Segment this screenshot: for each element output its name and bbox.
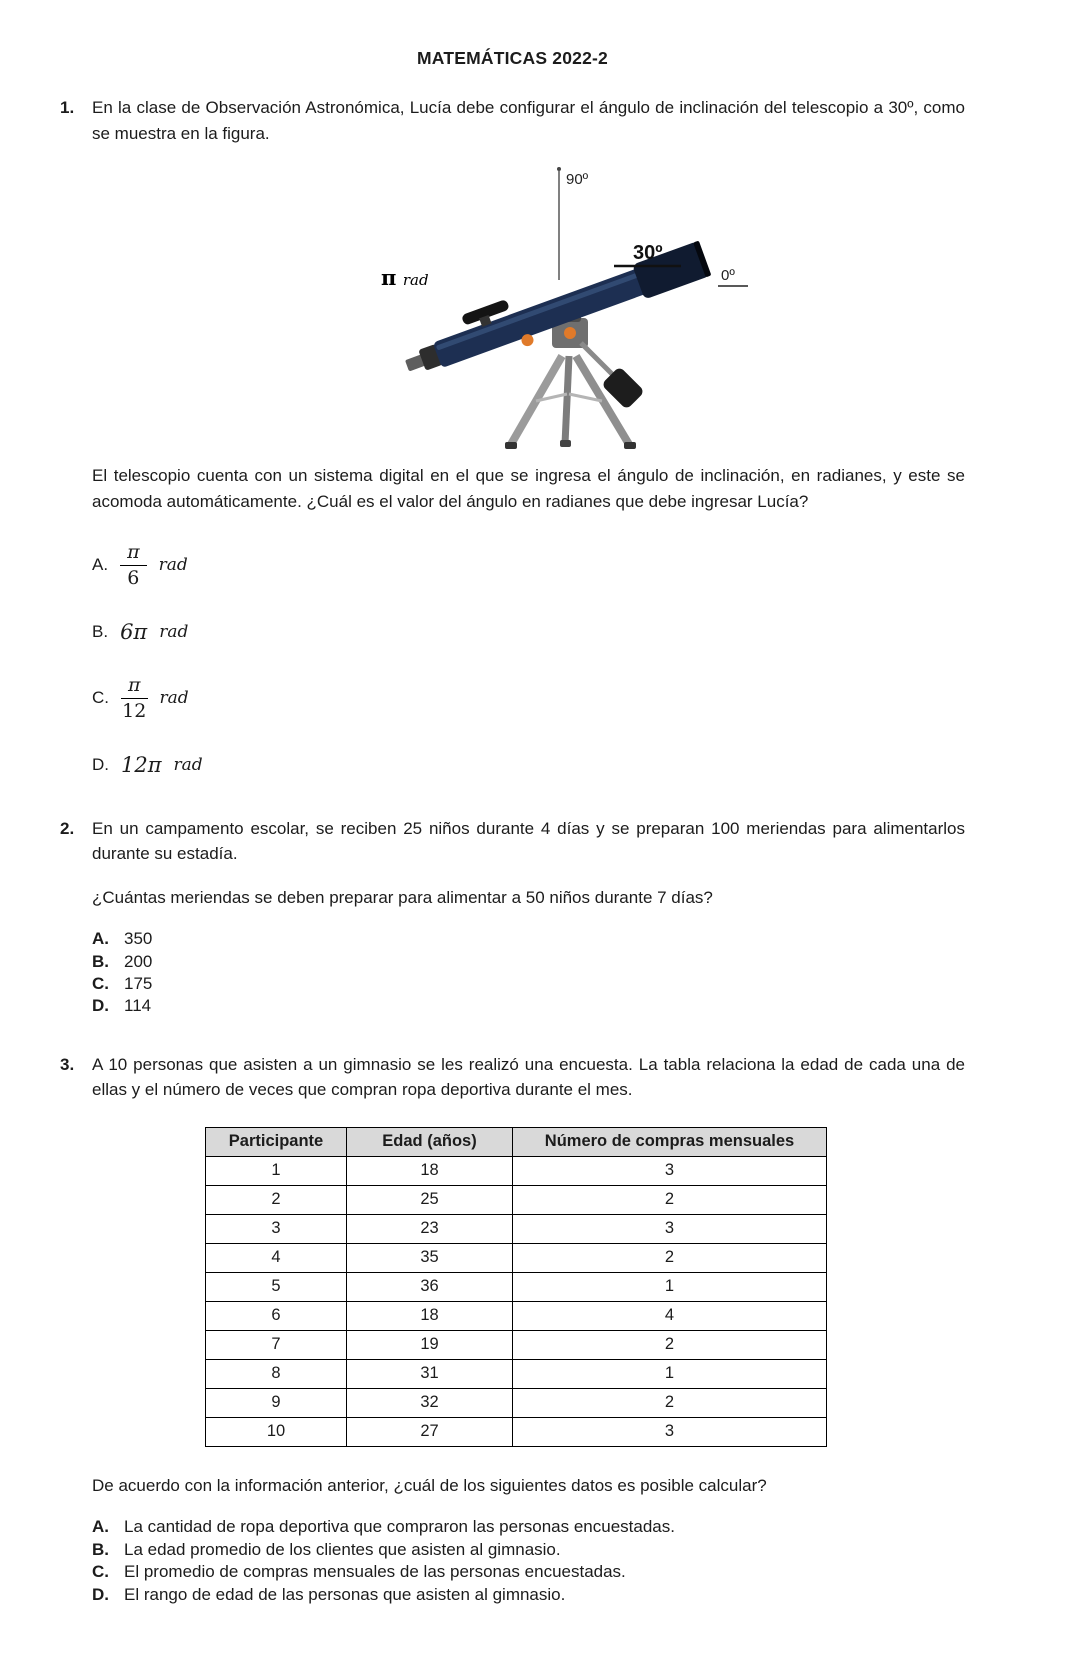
table-cell: 10	[206, 1417, 347, 1446]
question-3-number: 3.	[60, 1054, 75, 1074]
question-2-options	[92, 928, 965, 1018]
table-cell: 32	[347, 1388, 513, 1417]
question-2-number: 2.	[60, 818, 75, 838]
table-cell: 25	[347, 1185, 513, 1214]
table-cell: 2	[206, 1185, 347, 1214]
table-row	[206, 1185, 827, 1214]
option-c	[92, 1561, 965, 1583]
table-row	[206, 1330, 827, 1359]
option-text: El promedio de compras mensuales de las personas encuestadas.	[124, 1562, 626, 1582]
table-cell: 6	[206, 1301, 347, 1330]
option-a	[92, 928, 965, 950]
option-text: El rango de edad de las personas que asisten al gimnasio.	[124, 1584, 566, 1604]
option-text: La cantidad de ropa deportiva que compraron las personas encuestadas.	[124, 1517, 675, 1537]
table-cell: 8	[206, 1359, 347, 1388]
option-text: 350	[124, 929, 153, 949]
table-row	[206, 1388, 827, 1417]
table-row	[206, 1417, 827, 1446]
option-d	[92, 1584, 965, 1606]
table-row	[206, 1359, 827, 1388]
table-cell: 1	[513, 1359, 827, 1388]
table-cell: 5	[206, 1272, 347, 1301]
option-c	[92, 973, 965, 995]
table-cell: 2	[513, 1330, 827, 1359]
question-2-text: En un campamento escolar, se reciben 25 niños durante 4 días y se preparan 100 meriendas para alimentarlos durante su estadía.	[92, 818, 965, 864]
question-3-question: De acuerdo con la información anterior, ¿cuál de los siguientes datos es posible calcular?	[92, 1475, 767, 1495]
table-cell: 3	[513, 1156, 827, 1185]
question-1-text: En la clase de Observación Astronómica, Lucía debe configurar el ángulo de inclinación del telescopio a 30º, como se muestra en la figura.	[92, 98, 965, 143]
table-cell: 2	[513, 1388, 827, 1417]
option-letter: D.	[92, 996, 109, 1016]
table-row	[206, 1301, 827, 1330]
fraction-numerator: π	[120, 542, 147, 566]
option-d	[92, 748, 965, 782]
table-cell: 18	[347, 1301, 513, 1330]
table-cell: 4	[206, 1243, 347, 1272]
table-header-row	[206, 1127, 827, 1156]
question-1-options	[92, 542, 965, 782]
option-letter: A.	[92, 1517, 109, 1537]
question-3	[60, 1052, 965, 1606]
option-letter: D.	[92, 754, 109, 774]
option-letter: B.	[92, 1539, 109, 1559]
option-d	[92, 995, 965, 1017]
angle-0-reference	[718, 267, 748, 286]
option-letter: D.	[92, 1584, 109, 1604]
fraction-denominator: 12	[122, 699, 147, 722]
table-cell: 23	[347, 1214, 513, 1243]
telescope-illustration	[369, 158, 769, 453]
option-b	[92, 951, 965, 973]
option-unit: rad	[159, 688, 189, 709]
question-1-number: 1.	[60, 98, 75, 117]
pi-symbol: π	[380, 265, 396, 290]
telescope-figure	[92, 158, 965, 453]
table-cell: 31	[347, 1359, 513, 1388]
table-cell: 7	[206, 1330, 347, 1359]
fraction-denominator: 6	[127, 566, 140, 589]
table-row	[206, 1272, 827, 1301]
option-letter: C.	[92, 1562, 109, 1582]
table-cell: 18	[347, 1156, 513, 1185]
option-value: 12π	[121, 752, 162, 777]
option-unit: rad	[159, 621, 189, 642]
option-value: 6π	[120, 619, 148, 644]
angle-90-reference	[557, 167, 589, 280]
option-text: La edad promedio de los clientes que asisten al gimnasio.	[124, 1539, 561, 1559]
option-unit: rad	[158, 555, 188, 576]
option-letter: A.	[92, 929, 109, 949]
table-cell: 1	[513, 1272, 827, 1301]
label-30-degrees: 30º	[632, 242, 663, 264]
table-cell: 2	[513, 1243, 827, 1272]
table-cell: 4	[513, 1301, 827, 1330]
fraction	[120, 542, 147, 589]
option-a	[92, 542, 965, 589]
table-cell: 27	[347, 1417, 513, 1446]
table-cell: 3	[513, 1417, 827, 1446]
fraction-numerator: π	[121, 675, 148, 699]
question-1	[60, 95, 965, 782]
table-cell: 36	[347, 1272, 513, 1301]
label-90-degrees: 90º	[565, 171, 588, 188]
option-c	[92, 675, 965, 722]
question-1-text2: El telescopio cuenta con un sistema digital en el que se ingresa el ángulo de inclinación, en radianes, y este se acomoda automáticamente. ¿Cuál es el valor del ángulo en radianes que debe ingresar Lucía?	[92, 466, 965, 511]
table-row	[206, 1243, 827, 1272]
label-0-degrees: 0º	[720, 267, 735, 284]
page-title: MATEMÁTICAS 2022-2	[417, 48, 608, 68]
table-cell: 19	[347, 1330, 513, 1359]
question-3-options	[92, 1516, 965, 1606]
table-cell: 3	[206, 1214, 347, 1243]
table-cell: 9	[206, 1388, 347, 1417]
fraction	[121, 675, 148, 722]
table-cell: 2	[513, 1185, 827, 1214]
table-header: Número de compras mensuales	[513, 1127, 827, 1156]
option-unit: rad	[173, 754, 203, 775]
option-letter: C.	[92, 688, 109, 708]
label-pi-rad	[381, 265, 429, 290]
table-cell: 1	[206, 1156, 347, 1185]
table-header: Participante	[206, 1127, 347, 1156]
option-text: 175	[124, 973, 153, 993]
table-row	[206, 1156, 827, 1185]
survey-table	[205, 1127, 827, 1447]
option-letter: B.	[92, 951, 109, 971]
table-header: Edad (años)	[347, 1127, 513, 1156]
option-b	[92, 1539, 965, 1561]
option-letter: C.	[92, 973, 109, 993]
option-letter: A.	[92, 555, 109, 575]
option-a	[92, 1516, 965, 1538]
rad-text: rad	[402, 271, 429, 289]
option-b	[92, 615, 965, 649]
table-row	[206, 1214, 827, 1243]
question-2	[60, 816, 965, 1018]
option-letter: B.	[92, 621, 109, 641]
table-cell: 3	[513, 1214, 827, 1243]
table-cell: 35	[347, 1243, 513, 1272]
question-3-text: A 10 personas que asisten a un gimnasio se les realizó una encuesta. La tabla relaciona la edad de cada una de ellas y el número de veces que compran ropa deportiva durante el mes.	[92, 1054, 965, 1100]
option-text: 200	[124, 951, 153, 971]
question-2-question: ¿Cuántas meriendas se deben preparar para alimentar a 50 niños durante 7 días?	[92, 887, 713, 907]
option-text: 114	[124, 996, 152, 1016]
